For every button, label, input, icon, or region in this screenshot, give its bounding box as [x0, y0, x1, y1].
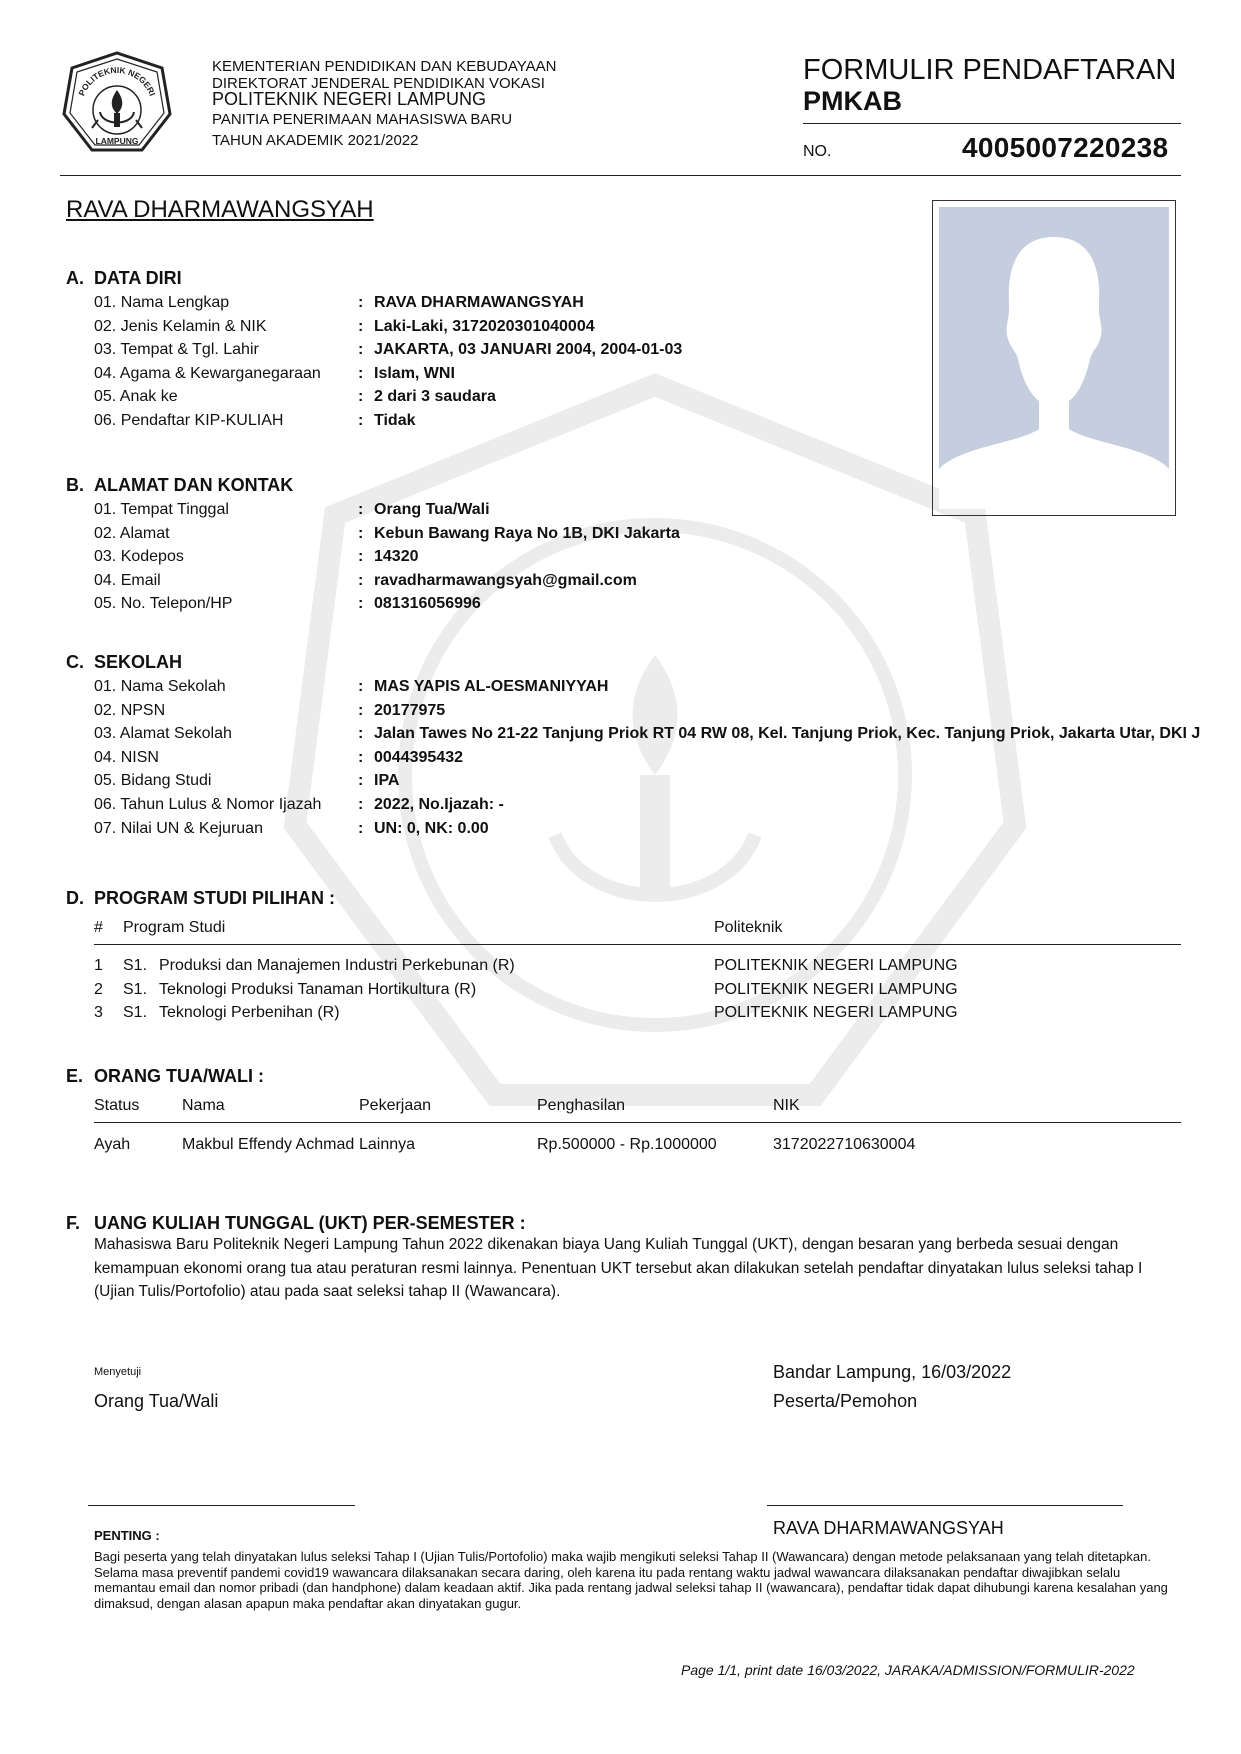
svg-text:LAMPUNG: LAMPUNG — [95, 136, 139, 146]
field-value: ravadharmawangsyah@gmail.com — [374, 571, 637, 589]
field-colon: : — [358, 412, 364, 429]
field-label: 03. Tempat & Tgl. Lahir — [94, 341, 259, 359]
prodi-cell-level: S1. — [123, 980, 148, 998]
field-label: 06. Pendaftar KIP-KULIAH — [94, 412, 284, 429]
parent-header-status: Status — [94, 1097, 140, 1114]
field-label: 07. Nilai UN & Kejuruan — [94, 819, 263, 837]
registration-no-value: 4005007220238 — [962, 132, 1169, 163]
field-value: UN: 0, NK: 0.00 — [374, 819, 489, 837]
right-signer-name: RAVA DHARMAWANGSYAH — [773, 1518, 1004, 1538]
field-label: 01. Nama Lengkap — [94, 294, 230, 311]
title-divider — [803, 123, 1181, 124]
field-label: 03. Kodepos — [94, 548, 184, 566]
parent-cell-penghasilan: Rp.500000 - Rp.1000000 — [537, 1136, 717, 1153]
place-date: Bandar Lampung, 16/03/2022 — [773, 1362, 1012, 1382]
header-institution: POLITEKNIK NEGERI LAMPUNG — [212, 89, 487, 109]
field-colon: : — [358, 501, 364, 518]
field-value: Laki-Laki, 3172020301040004 — [374, 317, 595, 335]
prodi-header-politeknik: Politeknik — [714, 919, 783, 936]
section-e-heading: E. ORANG TUA/WALI : — [66, 1066, 264, 1086]
field-label: 02. Alamat — [94, 524, 170, 542]
field-value: IPA — [374, 772, 400, 790]
form-title: FORMULIR PENDAFTARAN — [803, 54, 1177, 86]
prodi-cell-num: 2 — [94, 980, 103, 998]
left-signer-role: Orang Tua/Wali — [94, 1391, 219, 1411]
field-colon: : — [358, 317, 364, 335]
prodi-header-program: Program Studi — [123, 919, 226, 936]
prodi-table-divider — [94, 944, 1181, 945]
field-value: Orang Tua/Wali — [374, 501, 490, 518]
field-value: 2 dari 3 saudara — [374, 388, 496, 406]
section-c-row — [94, 796, 1241, 818]
field-value: Tidak — [374, 412, 416, 429]
field-value: 20177975 — [374, 701, 446, 719]
field-colon: : — [358, 294, 364, 311]
field-colon: : — [358, 678, 364, 695]
parent-cell-nik: 3172022710630004 — [773, 1136, 916, 1153]
section-a-row — [94, 388, 1241, 410]
field-label: 04. NISN — [94, 748, 159, 766]
field-value: JAKARTA, 03 JANUARI 2004, 2004-01-03 — [374, 341, 683, 359]
prodi-cell-level: S1. — [123, 1004, 148, 1022]
page-footer: Page 1/1, print date 16/03/2022, JARAKA/ADMISSION/FORMULIR-2022 — [681, 1662, 1135, 1678]
section-c-heading: C. SEKOLAH — [66, 652, 183, 672]
section-f-heading: F. UANG KULIAH TUNGGAL (UKT) PER-SEMESTER : — [66, 1213, 526, 1233]
parent-table-divider — [94, 1122, 1181, 1123]
prodi-cell-poli: POLITEKNIK NEGERI LAMPUNG — [714, 1004, 958, 1022]
field-colon: : — [358, 819, 364, 837]
field-label: 01. Nama Sekolah — [94, 678, 226, 695]
section-c-row — [94, 820, 1241, 842]
section-c-row — [94, 725, 1241, 747]
section-b-row — [94, 595, 1241, 617]
field-colon: : — [358, 796, 364, 813]
right-signer-role: Peserta/Pemohon — [773, 1391, 918, 1411]
prodi-cell-prodi: Teknologi Perbenihan (R) — [159, 1004, 340, 1022]
section-a-row — [94, 412, 1241, 434]
parent-cell-nama: Makbul Effendy Achmad — [182, 1136, 355, 1153]
field-colon: : — [358, 701, 364, 719]
field-value: 2022, No.Ijazah: - — [374, 796, 504, 813]
form-subtitle: PMKAB — [803, 86, 902, 116]
field-colon: : — [358, 548, 364, 566]
field-value: Jalan Tawes No 21-22 Tanjung Priok RT 04 RW 08, Kel. Tanjung Priok, Kec. Tanjung Priok, Jakarta Utar, DKI J — [374, 725, 1201, 743]
field-colon: : — [358, 772, 364, 790]
field-colon: : — [358, 364, 364, 382]
field-label: 02. NPSN — [94, 701, 166, 719]
prodi-cell-poli: POLITEKNIK NEGERI LAMPUNG — [714, 957, 958, 974]
header-committee: PANITIA PENERIMAAN MAHASISWA BARU — [212, 111, 513, 128]
section-a-row — [94, 294, 1241, 316]
header-directorate: DIREKTORAT JENDERAL PENDIDIKAN VOKASI — [212, 75, 545, 92]
left-signature-line — [88, 1505, 355, 1506]
parent-cell-pekerjaan: Lainnya — [359, 1136, 416, 1153]
section-a-heading: A. DATA DIRI — [66, 268, 182, 288]
prodi-cell-prodi: Teknologi Produksi Tanaman Hortikultura (R) — [159, 980, 477, 998]
field-colon: : — [358, 341, 364, 359]
parent-header-pekerjaan: Pekerjaan — [359, 1097, 432, 1114]
field-colon: : — [358, 595, 364, 613]
parent-header-nik: NIK — [773, 1097, 800, 1114]
field-colon: : — [358, 748, 364, 766]
field-label: 01. Tempat Tinggal — [94, 501, 229, 518]
section-c-row — [94, 772, 1241, 794]
header-ministry: KEMENTERIAN PENDIDIKAN DAN KEBUDAYAAN — [212, 58, 557, 75]
field-value: 0044395432 — [374, 748, 463, 766]
field-value: 081316056996 — [374, 595, 481, 613]
registration-no-label: NO. — [803, 143, 832, 160]
penting-text: Bagi peserta yang telah dinyatakan lulus seleksi Tahap I (Ujian Tulis/Portofolio) maka wajib mengikuti seleksi Tahap II (Wawancara) dengan metode pelaksanaan yang telah ditetapkan. Selama masa preventif pandemi covid19 wawancara dilaksanakan secara daring, oleh karena itu pada rentang waktu jadwal wawancara dilaksanakan pendaftar diwajibkan selalu memantau email dan nomor pribadi (dan handphone) dalam keadaan aktif. Jika pada rentang jadwal seleksi tahap II (wawancara), pendaftar tidak dapat dihubungi karena kesalahan yang dimaksud, dengan alasan apapun maka pendaftar akan dinyatakan gugur. — [94, 1549, 1168, 1611]
field-value: RAVA DHARMAWANGSYAH — [374, 294, 584, 311]
svg-text:POLITEKNIK NEGERI: POLITEKNIK NEGERI — [76, 64, 158, 98]
field-label: 05. No. Telepon/HP — [94, 595, 233, 613]
field-label: 06. Tahun Lulus & Nomor Ijazah — [94, 796, 322, 813]
menyetuji-label: Menyetuji — [94, 1366, 142, 1378]
field-colon: : — [358, 725, 364, 743]
field-colon: : — [358, 571, 364, 589]
section-b-row — [94, 501, 1241, 523]
prodi-header-num: # — [94, 919, 103, 936]
field-value: Kebun Bawang Raya No 1B, DKI Jakarta — [374, 524, 680, 542]
right-signature-line — [767, 1505, 1123, 1506]
section-b-heading: B. ALAMAT DAN KONTAK — [66, 475, 294, 495]
parent-cell-status: Ayah — [94, 1136, 131, 1153]
prodi-cell-prodi: Produksi dan Manajemen Industri Perkebunan (R) — [159, 957, 515, 974]
parent-header-penghasilan: Penghasilan — [537, 1097, 626, 1114]
field-label: 03. Alamat Sekolah — [94, 725, 232, 743]
section-d-heading: D. PROGRAM STUDI PILIHAN : — [66, 888, 335, 908]
header-academic-year: TAHUN AKADEMIK 2021/2022 — [212, 132, 419, 149]
field-colon: : — [358, 524, 364, 542]
field-colon: : — [358, 388, 364, 406]
section-b-row — [94, 548, 1241, 570]
section-a-row — [94, 341, 1241, 363]
section-c-row — [94, 702, 1241, 724]
field-label: 05. Anak ke — [94, 388, 178, 406]
section-a-row — [94, 365, 1241, 387]
penting-title: PENTING : — [94, 1528, 160, 1543]
prodi-cell-num: 3 — [94, 1004, 103, 1022]
section-a-row — [94, 318, 1241, 340]
field-label: 02. Jenis Kelamin & NIK — [94, 317, 267, 335]
prodi-cell-level: S1. — [123, 957, 148, 974]
section-b-row — [94, 525, 1241, 547]
section-b-row — [94, 572, 1241, 594]
field-value: Islam, WNI — [374, 364, 455, 382]
field-value: MAS YAPIS AL-OESMANIYYAH — [374, 678, 609, 695]
parent-header-nama: Nama — [182, 1097, 225, 1114]
section-c-row — [94, 749, 1241, 771]
section-c-row — [94, 678, 1241, 700]
field-label: 04. Email — [94, 571, 161, 589]
ukt-paragraph: Mahasiswa Baru Politeknik Negeri Lampung Tahun 2022 dikenakan biaya Uang Kuliah Tunggal (UKT), dengan besaran yang berbeda sesuai dengan kemampuan ekonomi orang tua atau peraturan resmi lainnya. Penentuan UKT tersebut akan dilakukan setelah pendaftar dinyatakan lulus seleksi tahap I (Ujian Tulis/Portofolio) atau pada saat seleksi tahap II (Wawancara). — [94, 1236, 1143, 1300]
field-label: 04. Agama & Kewarganegaraan — [94, 364, 321, 382]
prodi-cell-poli: POLITEKNIK NEGERI LAMPUNG — [714, 980, 958, 998]
header-divider — [60, 175, 1181, 176]
prodi-cell-num: 1 — [94, 957, 103, 974]
field-value: 14320 — [374, 548, 419, 566]
field-label: 05. Bidang Studi — [94, 772, 212, 790]
polinela-logo — [60, 50, 174, 160]
applicant-name: RAVA DHARMAWANGSYAH — [66, 196, 374, 223]
